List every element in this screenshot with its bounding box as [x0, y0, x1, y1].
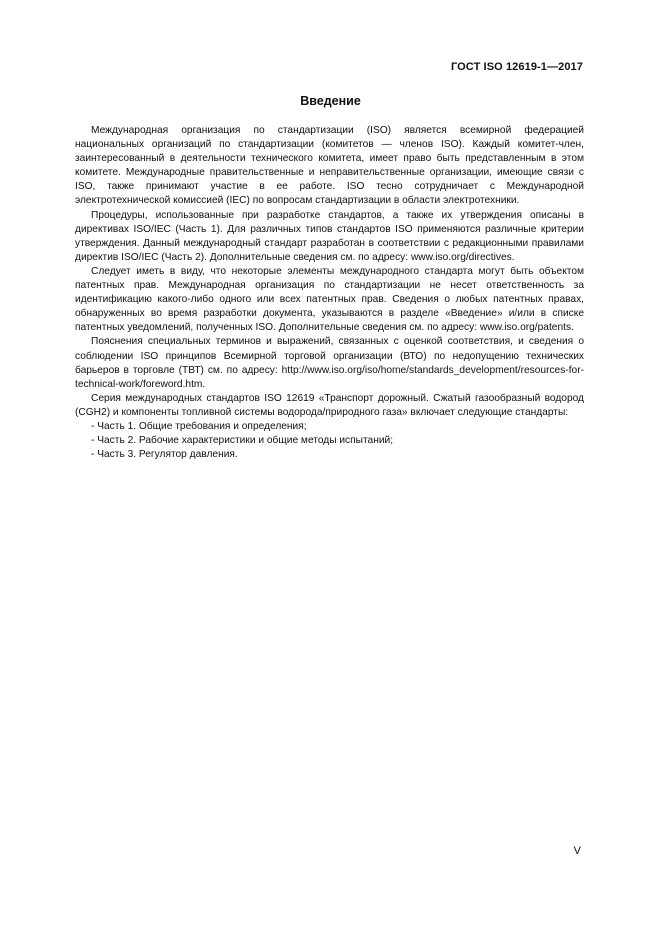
list-item: - Часть 1. Общие требования и определения;	[91, 420, 307, 432]
paragraph: Следует иметь в виду, что некоторые элементы международного стандарта могут быть объектом патентных прав. Международная организация по стандартизации не несет ответственность за идентификацию какого-либо одного или всех патентных прав. Сведения о любых патентных правах, обнаруженных во время разработки документа, указываются в разделе «Введение» и/или в списке патентных уведомлений, полученных ISO. Дополнительные сведения см. по адресу: www.iso.org/patents.	[75, 265, 584, 334]
parts-list	[75, 420, 584, 462]
document-header: ГОСТ ISO 12619-1—2017	[450, 61, 583, 73]
paragraph: Международная организация по стандартизации (ISO) является всемирной федерацией национальных организаций по стандартизации (комитетов — членов ISO). Каждый комитет-член, заинтересованный в деятельности технического комитета, имеет право быть представленным в этом комитете. Международные правительственные и неправительственные организации, имеющие связи с ISO, также принимают участие в ее работе. ISO тесно сотрудничает с Международной электротехнической комиссией (IEC) по вопросам стандартизации в области электротехники.	[75, 125, 584, 207]
paragraph: Процедуры, использованные при разработке стандартов, а также их утверждения описаны в директивах ISO/IEC (Часть 1). Для различных типов стандартов ISO применяются различные критерии утверждения. Данный международный стандарт разработан в соответствии с редакционными правилами директив ISO/IEC (Часть 2). Дополнительные сведения см. по адресу: www.iso.org/directives.	[75, 209, 584, 263]
list-item: - Часть 3. Регулятор давления.	[91, 449, 238, 461]
paragraph: Серия международных стандартов ISO 12619 «Транспорт дорожный. Сжатый газообразный водород (CGH2) и компоненты топливной системы водорода/природного газа» включает следующие стандарты:	[75, 392, 584, 418]
page-number: V	[573, 845, 581, 857]
paragraph: Пояснения специальных терминов и выражений, связанных с оценкой соответствия, и сведения о соблюдении ISO принципов Всемирной торговой организации (ВТО) по недопущению технических барьеров в торговле (ТВТ) см. по адресу: http://www.iso.org/iso/home/standards_development/resources-for-technical-work/foreword.htm.	[75, 336, 584, 390]
section-title: Введение	[300, 94, 361, 108]
document-body	[75, 124, 584, 462]
list-item: - Часть 2. Рабочие характеристики и общие методы испытаний;	[91, 435, 394, 447]
